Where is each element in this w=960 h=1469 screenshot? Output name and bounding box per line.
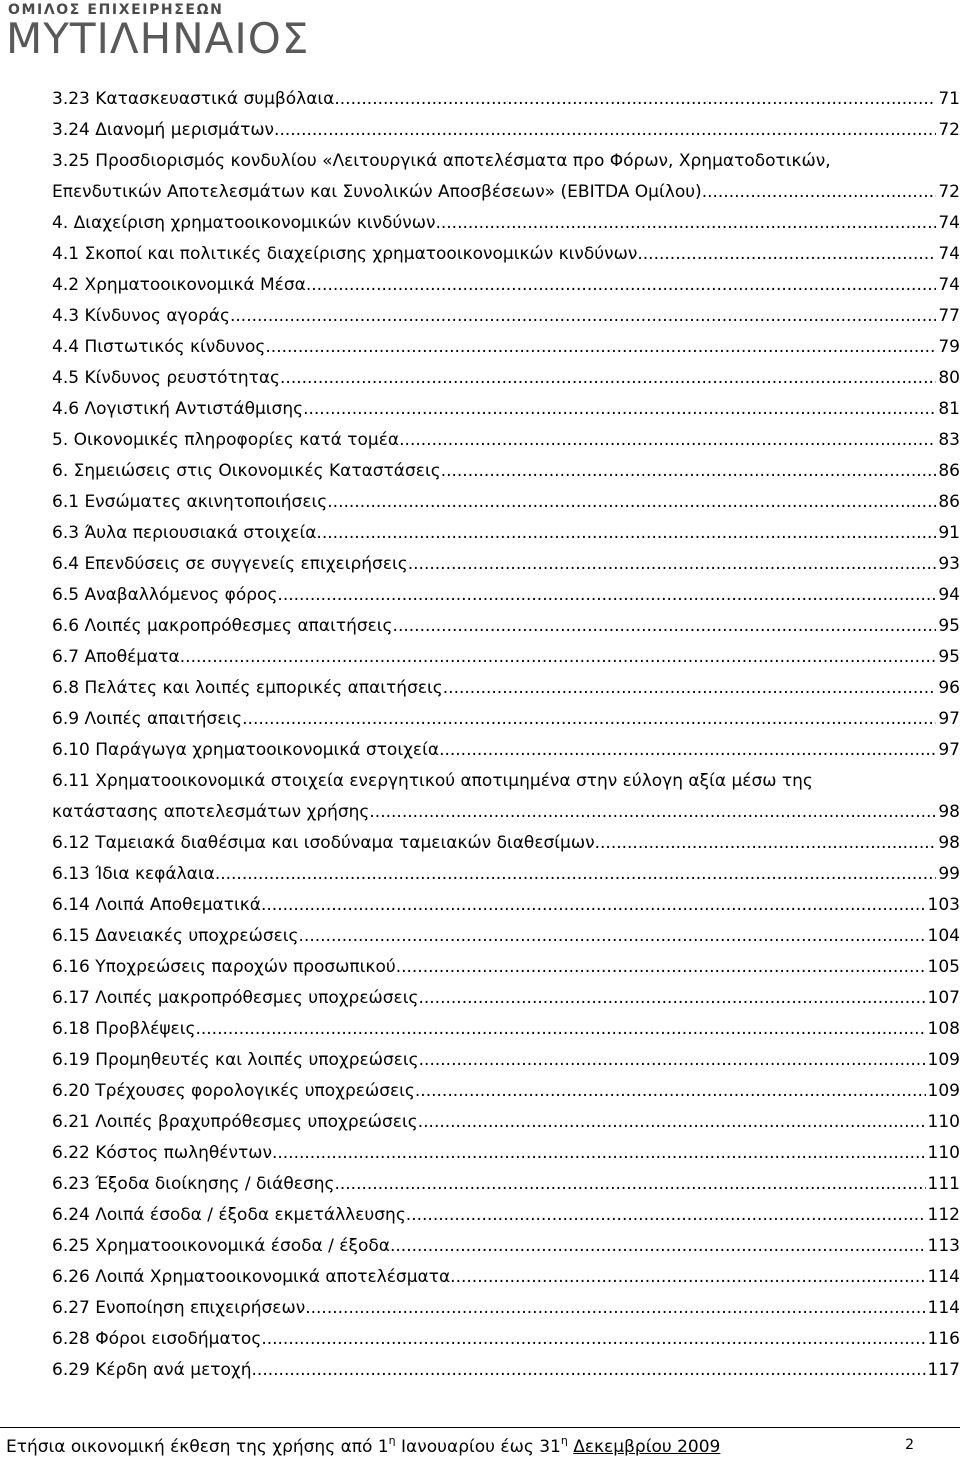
- toc-entry-label: 6.29 Κέρδη ανά μετοχή: [52, 1355, 252, 1386]
- toc-entry-page: 96: [938, 678, 960, 698]
- toc-entry-page: 95: [938, 616, 960, 636]
- footer-superscript: η: [388, 1434, 396, 1447]
- toc-dot-leader: [230, 301, 936, 332]
- toc-entry-label: 4.4 Πιστωτικός κίνδυνος: [52, 332, 265, 363]
- toc-entry-page: 95: [938, 647, 960, 667]
- toc-entry[interactable]: [52, 890, 960, 921]
- toc-entry[interactable]: [52, 239, 960, 270]
- footer-title-part: Ετήσια οικονομική έκθεση της χρήσης από 1: [6, 1437, 389, 1457]
- toc-dot-leader: [299, 921, 926, 952]
- toc-entry[interactable]: [52, 673, 960, 704]
- toc-entry-label: 4.1 Σκοποί και πολιτικές διαχείρισης χρηματοοικονομικών κινδύνων: [52, 239, 637, 270]
- toc-entry-first-line[interactable]: 6.11 Χρηματοοικονομικά στοιχεία ενεργητικού αποτιμημένα στην εύλογη αξία μέσω της: [52, 771, 813, 791]
- toc-dot-leader: [180, 642, 937, 673]
- toc-dot-leader: [595, 828, 937, 859]
- toc-entry-page: 110: [927, 1143, 960, 1163]
- toc-entry[interactable]: [52, 456, 960, 487]
- toc-entry-page: 93: [938, 554, 960, 574]
- toc-entry[interactable]: [52, 1262, 960, 1293]
- toc-entry-page: 109: [927, 1050, 960, 1070]
- toc-entry-page: 103: [927, 895, 960, 915]
- toc-entry-label: 3.24 Διανομή μερισμάτων: [52, 115, 274, 146]
- toc-dot-leader: [702, 177, 937, 208]
- footer-superscript: η: [560, 1434, 568, 1447]
- toc-dot-leader: [450, 1262, 925, 1293]
- toc-dot-leader: [443, 673, 937, 704]
- toc-dot-leader: [637, 239, 936, 270]
- toc-entry-page: 97: [938, 740, 960, 760]
- toc-entry[interactable]: [52, 487, 960, 518]
- toc-entry-page: 97: [938, 709, 960, 729]
- toc-entry[interactable]: [52, 580, 960, 611]
- toc-dot-leader: [274, 115, 936, 146]
- toc-entry-page: 108: [927, 1019, 960, 1039]
- logo-company-name: ΜΥΤΙΛΗΝΑΙΟΣ: [6, 14, 310, 63]
- toc-dot-leader: [305, 1293, 925, 1324]
- toc-dot-leader: [277, 580, 936, 611]
- toc-entry[interactable]: [52, 301, 960, 332]
- toc-entry-label: 6.22 Κόστος πωληθέντων: [52, 1138, 272, 1169]
- toc-entry[interactable]: [52, 797, 960, 828]
- page-number: 2: [905, 1437, 914, 1453]
- toc-entry-label: 6.28 Φόροι εισοδήματος: [52, 1324, 261, 1355]
- toc-dot-leader: [441, 456, 937, 487]
- toc-entry-label: 4.5 Κίνδυνος ρευστότητας: [52, 363, 280, 394]
- toc-entry-label: 4.3 Κίνδυνος αγοράς: [52, 301, 230, 332]
- toc-entry[interactable]: [52, 611, 960, 642]
- toc-entry[interactable]: [52, 1355, 960, 1386]
- toc-dot-leader: [303, 394, 936, 425]
- toc-entry-label: 6.14 Λοιπά Αποθεματικά: [52, 890, 261, 921]
- toc-entry-page: 91: [938, 523, 960, 543]
- toc-entry-page: 117: [927, 1360, 960, 1380]
- toc-dot-leader: [419, 1045, 926, 1076]
- toc-entry-label: 6.23 Έξοδα διοίκησης / διάθεσης: [52, 1169, 334, 1200]
- toc-entry-label: 6.5 Αναβαλλόμενος φόρος: [52, 580, 277, 611]
- toc-entry-label: 6.10 Παράγωγα χρηματοοικονομικά στοιχεία: [52, 735, 439, 766]
- toc-entry-label: κατάστασης αποτελεσμάτων χρήσης: [52, 797, 369, 828]
- toc-entry[interactable]: [52, 1076, 960, 1107]
- toc-dot-leader: [265, 332, 936, 363]
- toc-dot-leader: [280, 363, 936, 394]
- toc-dot-leader: [272, 1138, 926, 1169]
- toc-entry-page: 110: [927, 1112, 960, 1132]
- toc-entry[interactable]: [52, 735, 960, 766]
- footer-divider: [0, 1427, 960, 1428]
- toc-entry[interactable]: [52, 952, 960, 983]
- toc-entry-page: 104: [927, 926, 960, 946]
- toc-entry-label: 6.13 Ίδια κεφάλαια: [52, 859, 215, 890]
- toc-entry-page: 94: [938, 585, 960, 605]
- toc-entry[interactable]: [52, 363, 960, 394]
- toc-entry-label: 4.2 Χρηματοοικονομικά Μέσα: [52, 270, 306, 301]
- toc-entry[interactable]: [52, 549, 960, 580]
- toc-entry[interactable]: [52, 642, 960, 673]
- toc-entry[interactable]: [52, 394, 960, 425]
- toc-entry-label: 6.25 Χρηματοοικονομικά έσοδα / έξοδα: [52, 1231, 390, 1262]
- toc-entry[interactable]: [52, 425, 960, 456]
- toc-entry-label: 6.17 Λοιπές μακροπρόθεσμες υποχρεώσεις: [52, 983, 418, 1014]
- toc-entry[interactable]: [52, 1045, 960, 1076]
- toc-entry[interactable]: [52, 270, 960, 301]
- toc-entry[interactable]: [52, 859, 960, 890]
- toc-dot-leader: [418, 1107, 926, 1138]
- toc-entry[interactable]: [52, 1231, 960, 1262]
- toc-entry-page: 112: [927, 1205, 960, 1225]
- toc-entry-page: 83: [938, 430, 960, 450]
- toc-entry-page: 114: [927, 1267, 960, 1287]
- toc-entry-label: 6.12 Ταμειακά διαθέσιμα και ισοδύναμα ταμειακών διαθεσίμων: [52, 828, 595, 859]
- footer-title-part: Δεκεμβρίου 2009: [573, 1437, 721, 1457]
- toc-dot-leader: [334, 1169, 925, 1200]
- toc-dot-leader: [369, 797, 936, 828]
- toc-dot-leader: [306, 270, 937, 301]
- toc-entry-page: 98: [938, 833, 960, 853]
- toc-dot-leader: [415, 1076, 926, 1107]
- toc-dot-leader: [408, 549, 937, 580]
- toc-entry[interactable]: [52, 208, 960, 239]
- toc-entry-page: 74: [938, 213, 960, 233]
- toc-entry[interactable]: [52, 704, 960, 735]
- toc-entry-label: 6.3 Άυλα περιουσιακά στοιχεία: [52, 518, 316, 549]
- toc-entry[interactable]: [52, 1014, 960, 1045]
- toc-entry-page: 116: [927, 1329, 960, 1349]
- toc-entry-label: 6.24 Λοιπά έσοδα / έξοδα εκμετάλλευσης: [52, 1200, 406, 1231]
- toc-dot-leader: [418, 983, 925, 1014]
- toc-dot-leader: [435, 208, 936, 239]
- footer-title: [6, 1432, 720, 1462]
- toc-dot-leader: [334, 84, 936, 115]
- toc-entry-label: 3.23 Κατασκευαστικά συμβόλαια: [52, 84, 334, 115]
- toc-dot-leader: [261, 1324, 925, 1355]
- toc-dot-leader: [399, 425, 936, 456]
- toc-entry[interactable]: [52, 84, 960, 115]
- toc-entry[interactable]: [52, 828, 960, 859]
- toc-entry-label: 6.19 Προμηθευτές και λοιπές υποχρεώσεις: [52, 1045, 419, 1076]
- toc-entry-page: 72: [938, 182, 960, 202]
- toc-dot-leader: [396, 952, 926, 983]
- toc-entry-label: 6.16 Υποχρεώσεις παροχών προσωπικού: [52, 952, 396, 983]
- toc-entry-page: 107: [927, 988, 960, 1008]
- toc-entry-page: 80: [938, 368, 960, 388]
- toc-entry[interactable]: [52, 983, 960, 1014]
- toc-dot-leader: [261, 890, 926, 921]
- toc-entry-page: 114: [927, 1298, 960, 1318]
- toc-entry-label: 6. Σημειώσεις στις Οικονομικές Καταστάσεις: [52, 456, 441, 487]
- toc-dot-leader: [195, 1014, 925, 1045]
- toc-dot-leader: [242, 704, 936, 735]
- logo-group-text: ΟΜΙΛΟΣ ΕΠΙΧΕΙΡΗΣΕΩΝ: [8, 2, 224, 18]
- page-footer: [6, 1432, 954, 1462]
- toc-entry-label: 6.18 Προβλέψεις: [52, 1014, 195, 1045]
- toc-dot-leader: [316, 518, 936, 549]
- footer-title-part: Ιανουαρίου έως 31: [395, 1437, 561, 1457]
- toc-entry-page: 81: [938, 399, 960, 419]
- toc-entry-page: 74: [938, 244, 960, 264]
- toc-entry-label: 6.26 Λοιπά Χρηματοοικονομικά αποτελέσματα: [52, 1262, 450, 1293]
- toc-entry[interactable]: [52, 177, 960, 208]
- toc-dot-leader: [252, 1355, 926, 1386]
- toc-entry[interactable]: [52, 518, 960, 549]
- toc-dot-leader: [215, 859, 937, 890]
- toc-entry-label: 6.6 Λοιπές μακροπρόθεσμες απαιτήσεις: [52, 611, 393, 642]
- toc-entry-label: 6.15 Δανειακές υποχρεώσεις: [52, 921, 299, 952]
- toc-entry-page: 72: [938, 120, 960, 140]
- toc-entry[interactable]: [52, 1107, 960, 1138]
- toc-entry-label: 5. Οικονομικές πληροφορίες κατά τομέα: [52, 425, 399, 456]
- toc-entry-page: 79: [938, 337, 960, 357]
- toc-entry-label: 6.7 Αποθέματα: [52, 642, 180, 673]
- toc-entry[interactable]: [52, 1293, 960, 1324]
- toc-dot-leader: [439, 735, 936, 766]
- toc-dot-leader: [406, 1200, 926, 1231]
- toc-entry-page: 98: [938, 802, 960, 822]
- toc-entry-page: 111: [927, 1174, 960, 1194]
- toc-entry-label: 6.9 Λοιπές απαιτήσεις: [52, 704, 242, 735]
- toc-entry-page: 109: [927, 1081, 960, 1101]
- toc-entry[interactable]: [52, 921, 960, 952]
- toc-entry[interactable]: [52, 1169, 960, 1200]
- toc-entry-page: 86: [938, 492, 960, 512]
- toc-entry[interactable]: [52, 1324, 960, 1355]
- toc-entry-label: 6.20 Τρέχουσες φορολογικές υποχρεώσεις: [52, 1076, 415, 1107]
- toc-entry-label: 6.21 Λοιπές βραχυπρόθεσμες υποχρεώσεις: [52, 1107, 418, 1138]
- toc-entry[interactable]: [52, 115, 960, 146]
- toc-entry-page: 86: [938, 461, 960, 481]
- toc-entry-page: 105: [927, 957, 960, 977]
- toc-dot-leader: [327, 487, 936, 518]
- toc-dot-leader: [390, 1231, 926, 1262]
- toc-entry[interactable]: [52, 332, 960, 363]
- toc-entry-label: 6.8 Πελάτες και λοιπές εμπορικές απαιτήσεις: [52, 673, 443, 704]
- toc-entry-page: 77: [938, 306, 960, 326]
- toc-dot-leader: [393, 611, 937, 642]
- toc-entry-page: 74: [938, 275, 960, 295]
- toc-entry[interactable]: [52, 1138, 960, 1169]
- toc-entry-label: 4. Διαχείριση χρηματοοικονομικών κινδύνων: [52, 208, 435, 239]
- toc-entry-label: 6.27 Ενοποίηση επιχειρήσεων: [52, 1293, 305, 1324]
- toc-entry-page: 71: [938, 89, 960, 109]
- company-logo: [6, 2, 336, 64]
- toc-entry-first-line[interactable]: 3.25 Προσδιορισμός κονδυλίου «Λειτουργικά αποτελέσματα προ Φόρων, Χρηματοδοτικών,: [52, 151, 831, 171]
- toc-entry-label: Επενδυτικών Αποτελεσμάτων και Συνολικών Αποσβέσεων» (EBITDA Ομίλου): [52, 177, 702, 208]
- toc-entry-label: 4.6 Λογιστική Αντιστάθμισης: [52, 394, 303, 425]
- toc-entry-page: 99: [938, 864, 960, 884]
- toc-entry-label: 6.4 Επενδύσεις σε συγγενείς επιχειρήσεις: [52, 549, 408, 580]
- toc-entry[interactable]: [52, 1200, 960, 1231]
- toc-entry-page: 113: [927, 1236, 960, 1256]
- toc-entry-label: 6.1 Ενσώματες ακινητοποιήσεις: [52, 487, 327, 518]
